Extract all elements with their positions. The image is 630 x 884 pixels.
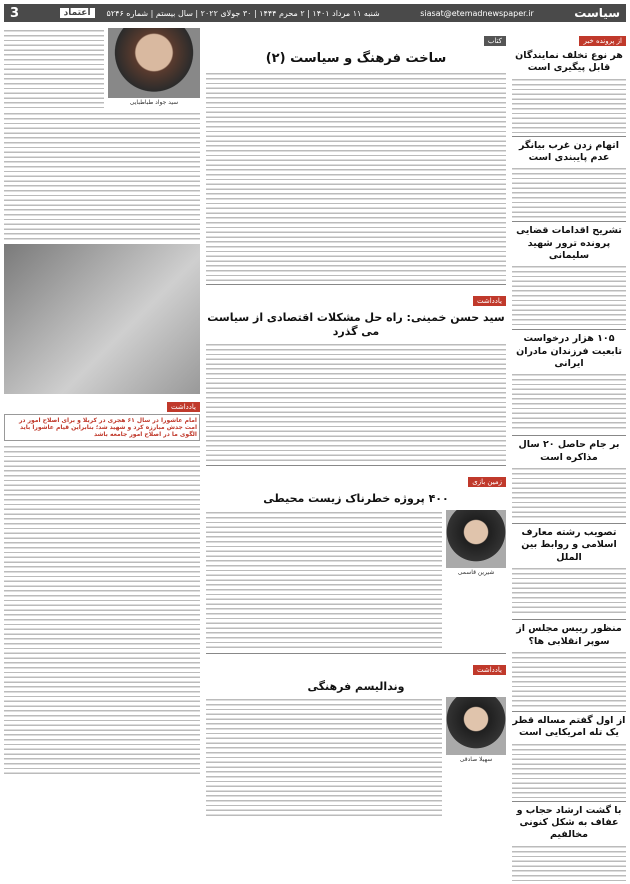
- section-title: سیاست: [574, 6, 620, 20]
- main-column: [206, 28, 506, 814]
- brief-title: از اول گفتم مساله قطر یک تله امریکایی است: [512, 714, 626, 739]
- brief-body: [512, 742, 626, 798]
- column-body: [4, 444, 200, 774]
- author-photo: [108, 28, 200, 98]
- quote-text: امام عاشورا در سال ۶۱ هجری در کربلا و برای اصلاح امور در امت جدش مبارزه کرد و شهید شد؛ بنابراین قیام عاشورا باید الگوی ما در اصلاح امور جامعه باشد: [18, 417, 197, 438]
- section-tag: یادداشت: [167, 402, 200, 412]
- brief-body: [512, 166, 626, 218]
- author-name: شیرین قاسمی: [457, 568, 495, 576]
- author-name: سهیلا صادقی: [459, 756, 493, 764]
- brief-title: بر جام حاصل ۲۰ سال مذاکره است: [518, 439, 620, 463]
- article-headline: سید حسن خمینی: راه حل مشکلات اقتصادی از سیاست می گذرد: [207, 310, 505, 339]
- email: siasat@etemadnewspaper.ir: [420, 8, 534, 18]
- brief-title: اتهام زدن غرب بیانگر عدم پایبندی است: [519, 139, 619, 164]
- section-tag: یادداشت: [473, 296, 506, 306]
- section-tag: کتاب: [484, 36, 506, 46]
- column-body: [4, 111, 200, 241]
- brief-body: [512, 466, 626, 520]
- brief-body: [512, 372, 626, 432]
- left-column: [4, 28, 200, 814]
- brief-body: [512, 844, 626, 884]
- article-headline: وندالیسم فرهنگی: [307, 679, 405, 693]
- brief-title: منظور رییس مجلس از سوپر انقلابی ها؟: [516, 623, 622, 647]
- brief-title: ۱۰۵ هزار درخواست تابعیت فرزندان مادران ایرانی: [516, 333, 622, 370]
- article-body: [206, 697, 442, 817]
- author-photo: [446, 510, 506, 568]
- brief-body: [512, 264, 626, 326]
- main-headline: ساخت فرهنگ و سیاست (۲): [265, 51, 447, 66]
- brief-body: [512, 650, 626, 708]
- brief-title: با گشت ارشاد حجاب و عفاف به شکل کنونی مخالفیم: [516, 804, 622, 841]
- brief-title: هر نوع تخلف نمایندگان قابل پیگیری است: [515, 50, 623, 74]
- author-name: سید جواد طباطبایی: [129, 99, 179, 106]
- article-body: [206, 342, 506, 462]
- brief-title: تصویب رشته معارف اسلامی و روابط بین الملل: [521, 527, 617, 563]
- author-photo: [446, 697, 506, 755]
- brief-body: [512, 77, 626, 133]
- page-header: [4, 4, 626, 22]
- column-body: [4, 28, 104, 108]
- main-article-body: [206, 71, 506, 281]
- issue-info: شنبه ۱۱ مرداد ۱۴۰۱ | ۲ محرم ۱۴۴۴ | ۳۰ جولای ۲۰۲۲ | سال بیستم | شماره ۵۲۴۶: [106, 8, 380, 18]
- brief-title: تشریح اقدامات قضایی پرونده ترور شهید سلیمانی: [516, 225, 622, 262]
- brief-body: [512, 566, 626, 616]
- page-number: 3: [10, 5, 20, 21]
- article-body: [206, 510, 442, 650]
- article-headline: ۴۰۰ پروژه خطرناک زیست محیطی: [263, 492, 449, 506]
- quote-box: [4, 414, 200, 441]
- section-tag: زمین بازی: [468, 477, 506, 487]
- briefs-column: [512, 28, 626, 841]
- section-tag: یادداشت: [473, 665, 506, 675]
- news-photo: [4, 244, 200, 394]
- brand-logo: اعتماد: [60, 8, 95, 18]
- section-tag: از پرونده خبر: [579, 36, 626, 46]
